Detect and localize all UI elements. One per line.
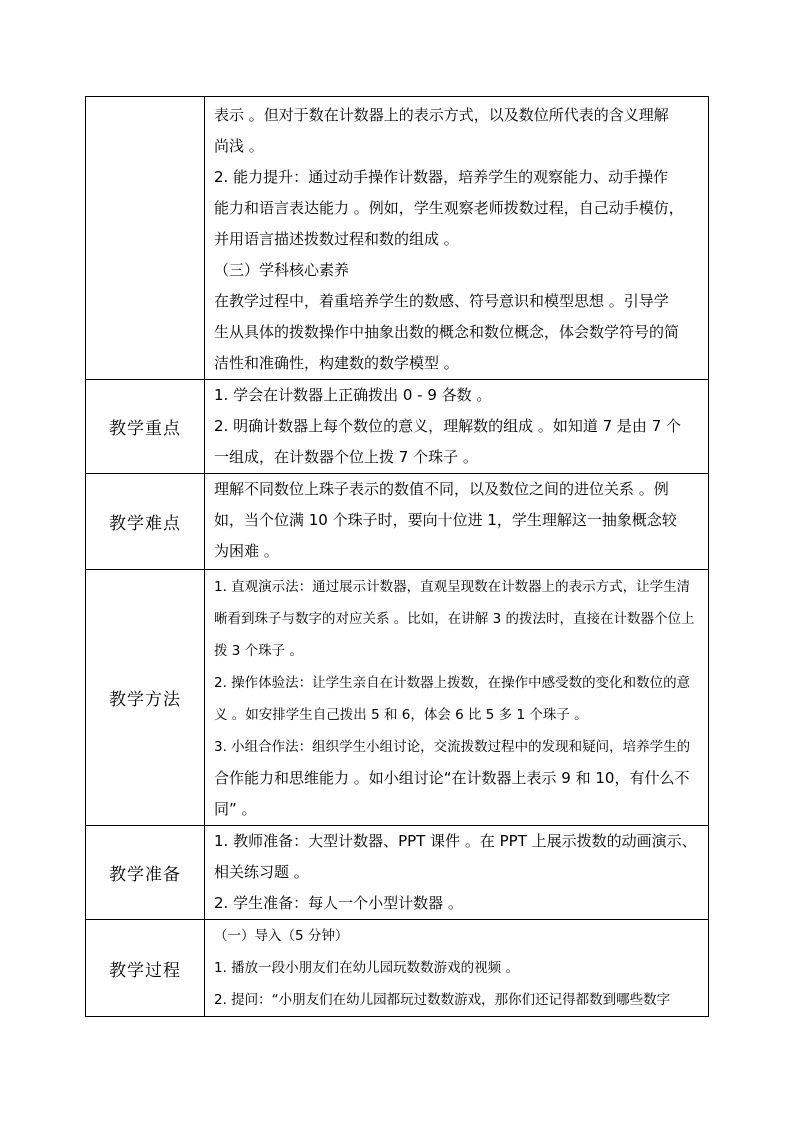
text-line: 合作能力和思维能力 。如小组讨论“在计数器上表示 9 和 10，有什么不 <box>214 769 690 787</box>
row-label-difficulties: 教学难点 <box>86 474 205 570</box>
table-row <box>86 380 709 474</box>
row-label-methods: 教学方法 <box>86 570 205 826</box>
text-line: 拨 3 个珠子 。 <box>214 643 303 659</box>
text-line: 1. 教师准备：大型计数器、PPT 课件 。在 PPT 上展示拨数的动画演示、 <box>214 832 697 850</box>
table-row <box>86 826 709 920</box>
text-line: 义 。如安排学生自己拨出 5 和 6，体会 6 比 5 多 1 个珠子 。 <box>214 707 588 723</box>
row-content <box>205 826 709 920</box>
row-label-process: 教学过程 <box>86 920 205 1017</box>
text-line: 表示 。但对于数在计数器上的表示方式，以及数位所代表的含义理解 <box>214 106 669 124</box>
section-heading: （一）导入（5 分钟） <box>214 928 349 944</box>
text-line: 2. 学生准备：每人一个小型计数器 。 <box>214 894 463 912</box>
text-line: 洁性和准确性，构建数的数学模型 。 <box>214 354 459 372</box>
row-content <box>205 920 709 1017</box>
table-row <box>86 97 709 380</box>
section-heading: （三）学科核心素养 <box>214 261 350 279</box>
row-content <box>205 97 709 380</box>
table-row <box>86 920 709 1017</box>
row-label-preparation: 教学准备 <box>86 826 205 920</box>
row-content <box>205 570 709 826</box>
table-row <box>86 474 709 570</box>
lesson-plan-table <box>85 96 709 1017</box>
row-label-key-points: 教学重点 <box>86 380 205 474</box>
text-line: 并用语言描述拨数过程和数的组成 。 <box>214 230 459 248</box>
text-line: 1. 播放一段小朋友们在幼儿园玩数数游戏的视频 。 <box>214 960 519 976</box>
row-content <box>205 380 709 474</box>
text-line: 相关练习题 。 <box>214 863 309 881</box>
text-line: 晰看到珠子与数字的对应关系 。比如，在讲解 3 的拨法时，直接在计数器个位上 <box>214 611 695 627</box>
text-line: 同” 。 <box>214 800 257 818</box>
text-line: 能力和语言表达能力 。例如，学生观察老师拨数过程，自己动手模仿， <box>214 199 684 217</box>
text-line: 2. 提问：“小朋友们在幼儿园都玩过数数游戏，那你们还记得都数到哪些数字 <box>214 992 671 1008</box>
text-line: 2. 能力提升：通过动手操作计数器，培养学生的观察能力、动手操作 <box>214 168 669 186</box>
row-label-empty <box>86 97 205 380</box>
text-line: 为困难 。 <box>214 542 279 560</box>
text-line: 1. 学会在计数器上正确拨出 0 - 9 各数 。 <box>214 386 492 404</box>
text-line: 理解不同数位上珠子表示的数值不同，以及数位之间的进位关系 。例 <box>214 480 669 498</box>
table-row <box>86 570 709 826</box>
text-line: 如，当个位满 10 个珠子时，要向十位进 1，学生理解这一抽象概念较 <box>214 511 677 529</box>
text-line: 1. 直观演示法：通过展示计数器，直观呈现数在计数器上的表示方式，让学生清 <box>214 579 691 595</box>
row-content <box>205 474 709 570</box>
text-line: 2. 操作体验法：让学生亲自在计数器上拨数，在操作中感受数的变化和数位的意 <box>214 675 691 691</box>
text-line: 2. 明确计数器上每个数位的意义，理解数的组成 。如知道 7 是由 7 个 <box>214 417 682 435</box>
text-line: 3. 小组合作法：组织学生小组讨论，交流拨数过程中的发现和疑问，培养学生的 <box>214 739 691 755</box>
text-line: 尚浅 。 <box>214 137 264 155</box>
text-line: 一组成，在计数器个位上拨 7 个珠子 。 <box>214 448 478 466</box>
text-line: 在教学过程中，着重培养学生的数感、符号意识和模型思想 。引导学 <box>214 292 669 310</box>
text-line: 生从具体的拨数操作中抽象出数的概念和数位概念，体会数学符号的简 <box>214 323 680 341</box>
